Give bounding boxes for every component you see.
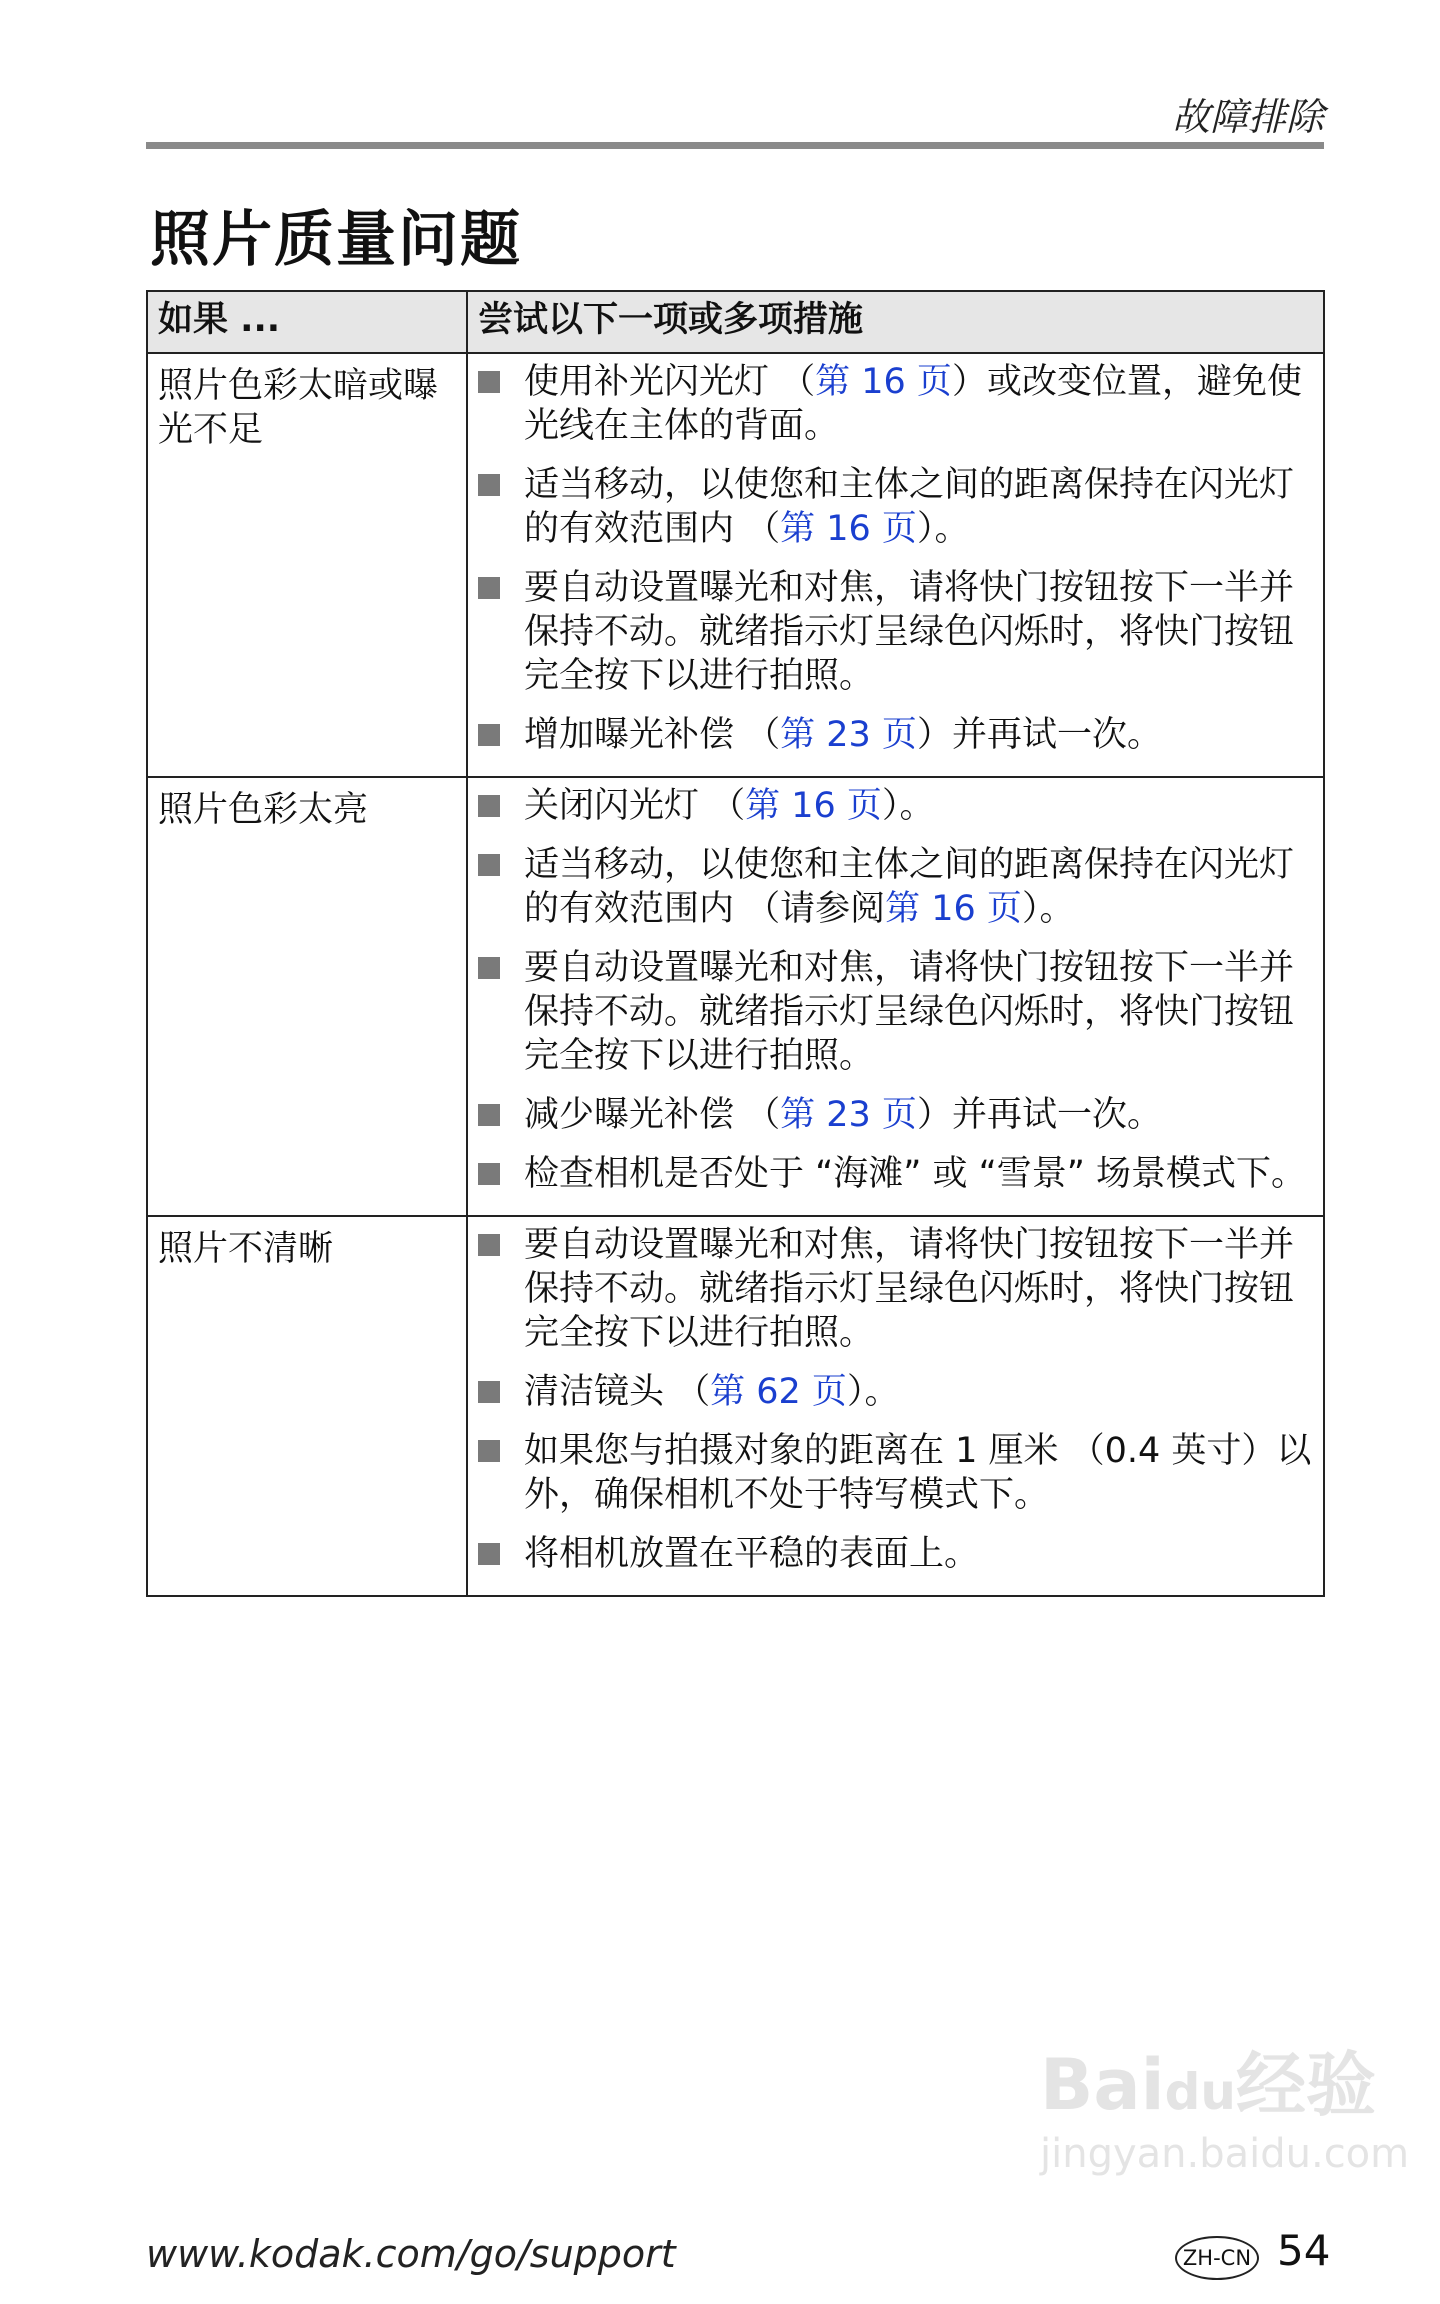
text-segment: ）并再试一次。 [916,715,1162,755]
page-reference-link[interactable]: 第 16 页 [885,889,1022,929]
locale-badge: ZH-CN [1175,2236,1259,2280]
text-segment: 要自动设置曝光和对焦，请将快门按钮按下一半并保持不动。就绪指示灯呈绿色闪烁时，将快门按钮完全按下以进行拍照。 [524,568,1295,696]
item-text [524,1370,899,1414]
item-text [524,360,1315,448]
square-bullet-icon [478,577,500,599]
text-segment: ）并再试一次。 [916,1095,1162,1135]
table-row [147,777,1324,1216]
square-bullet-icon [478,1234,500,1256]
actions-cell [467,777,1324,1216]
square-bullet-icon [478,724,500,746]
text-segment: 适当移动，以使您和主体之间的距离保持在闪光灯的有效范围内 （请参阅 [524,845,1295,929]
text-segment: 清洁镜头 （ [524,1372,711,1412]
text-segment: ）或改变位置，避免使光线在主体的背面。 [524,362,1302,446]
text-segment: 使用补光闪光灯 （ [524,362,816,402]
page-number: 54 [1277,2226,1331,2275]
text-segment: 要自动设置曝光和对焦，请将快门按钮按下一半并保持不动。就绪指示灯呈绿色闪烁时，将快门按钮完全按下以进行拍照。 [524,948,1295,1076]
list-item [478,843,1315,931]
list-item [478,784,1315,828]
text-segment: 适当移动，以使您和主体之间的距离保持在闪光灯的有效范围内 （ [524,465,1295,549]
item-text [524,946,1315,1078]
square-bullet-icon [478,1440,500,1462]
item-text [524,713,1162,757]
watermark-logo: Baidu经验 [1040,2044,1376,2126]
list-item [478,1370,1315,1414]
text-segment: ）。 [1021,889,1075,929]
actions-cell [467,353,1324,777]
item-text [524,1093,1162,1137]
item-text [524,1223,1315,1355]
condition-cell: 照片色彩太暗或曝光不足 [147,353,467,777]
condition-cell: 照片色彩太亮 [147,777,467,1216]
text-segment: 要自动设置曝光和对焦，请将快门按钮按下一半并保持不动。就绪指示灯呈绿色闪烁时，将快门按钮完全按下以进行拍照。 [524,1225,1295,1353]
list-item [478,1429,1315,1517]
square-bullet-icon [478,474,500,496]
item-text [524,1429,1315,1517]
list-item [478,946,1315,1078]
list-item [478,1093,1315,1137]
text-segment: ）。 [846,1372,900,1412]
header-rule [146,142,1324,149]
list-item [478,360,1315,448]
text-segment: ）。 [881,786,935,826]
item-text [524,843,1315,931]
column-header-if: 如果 ... [147,291,467,353]
condition-cell: 照片不清晰 [147,1216,467,1596]
text-segment: 检查相机是否处于 “海滩” 或 “雪景” 场景模式下。 [524,1154,1307,1194]
page-reference-link[interactable]: 第 16 页 [815,362,952,402]
item-text [524,566,1315,698]
square-bullet-icon [478,371,500,393]
support-link[interactable]: www.kodak.com/go/support [146,2232,676,2276]
square-bullet-icon [478,957,500,979]
item-text [524,463,1315,551]
page-reference-link[interactable]: 第 16 页 [780,509,917,549]
page-reference-link[interactable]: 第 23 页 [780,715,917,755]
text-segment: ）。 [916,509,970,549]
square-bullet-icon [478,1104,500,1126]
troubleshooting-table [146,290,1325,1597]
column-header-actions: 尝试以下一项或多项措施 [467,291,1324,353]
text-segment: 如果您与拍摄对象的距离在 1 厘米 （0.4 英寸）以外，确保相机不处于特写模式下。 [524,1431,1312,1515]
list-item [478,1223,1315,1355]
actions-cell [467,1216,1324,1596]
list-item [478,1532,1315,1576]
square-bullet-icon [478,1543,500,1565]
square-bullet-icon [478,854,500,876]
page-title: 照片质量问题 [150,205,522,275]
list-item [478,463,1315,551]
table-row [147,353,1324,777]
page-reference-link[interactable]: 第 16 页 [745,786,882,826]
text-segment: 增加曝光补偿 （ [524,715,781,755]
text-segment: 将相机放置在平稳的表面上。 [524,1534,980,1574]
table-row [147,1216,1324,1596]
list-item [478,566,1315,698]
square-bullet-icon [478,1163,500,1185]
text-segment: 减少曝光补偿 （ [524,1095,781,1135]
list-item [478,713,1315,757]
item-text [524,784,934,828]
watermark-site: jingyan.baidu.com [1040,2131,1410,2177]
list-item [478,1152,1315,1196]
square-bullet-icon [478,1381,500,1403]
item-text [524,1152,1306,1196]
item-text [524,1532,979,1576]
square-bullet-icon [478,795,500,817]
page-reference-link[interactable]: 第 23 页 [780,1095,917,1135]
text-segment: 关闭闪光灯 （ [524,786,746,826]
section-header: 故障排除 [1171,95,1324,139]
page-reference-link[interactable]: 第 62 页 [710,1372,847,1412]
